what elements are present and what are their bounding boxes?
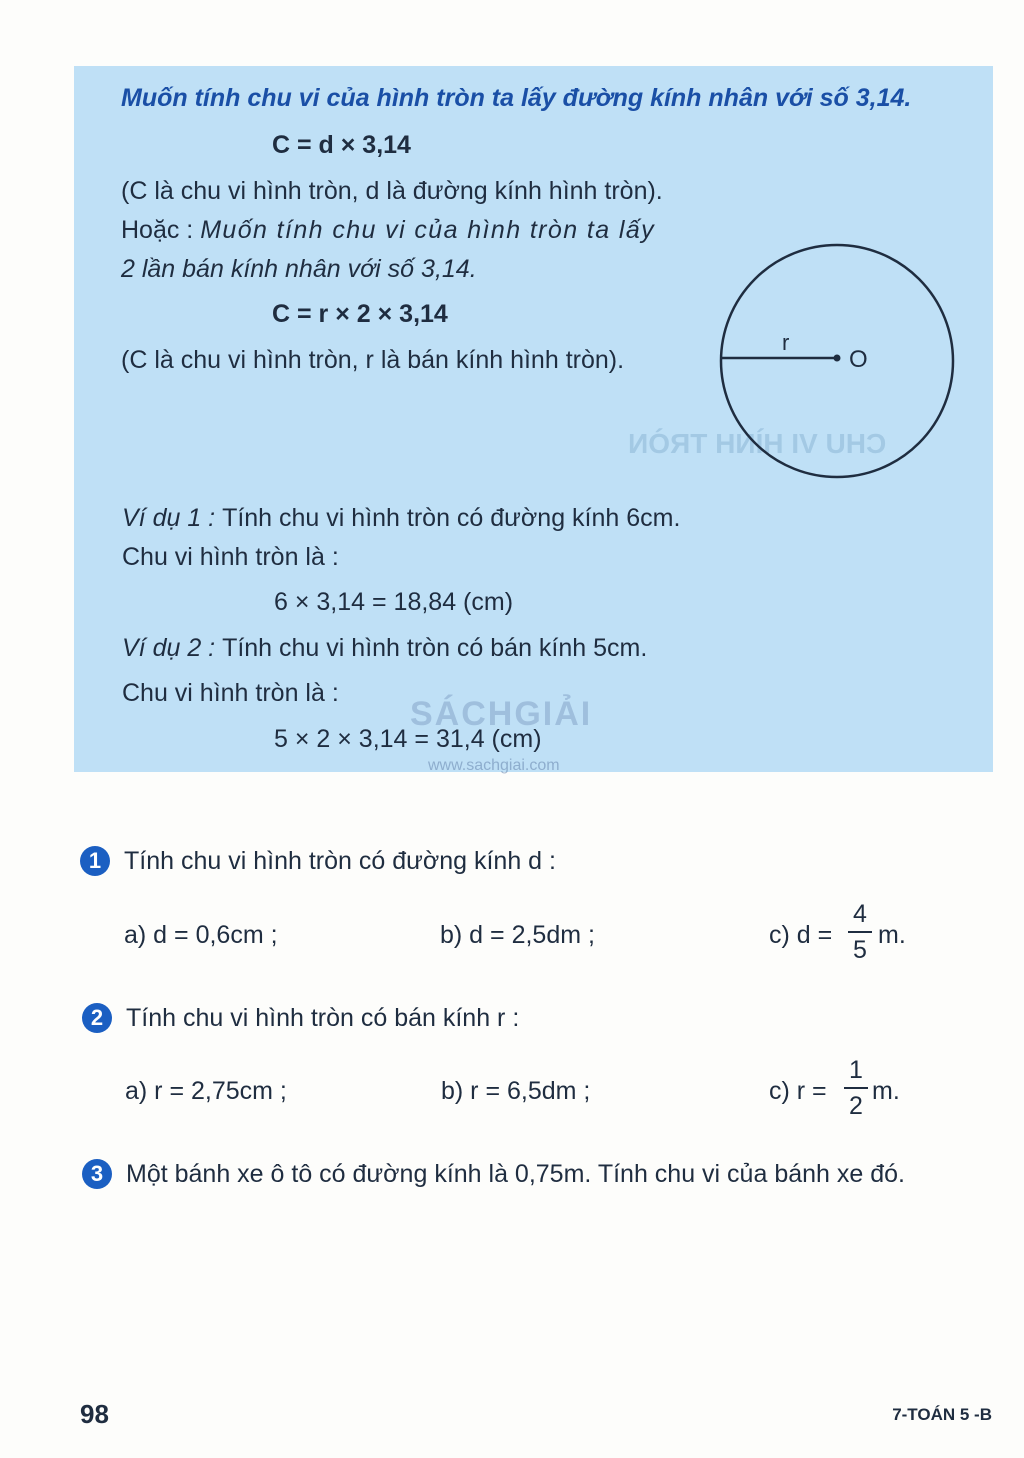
exercise1-a: a) d = 0,6cm ; [124,921,278,949]
ghost-heading: CHU VI HÌNH TRÒN [628,428,887,459]
formula-diameter: C = d × 3,14 [272,131,411,159]
example2-text: Tính chu vi hình tròn có bán kính 5cm. [222,634,648,662]
example1-label: Ví dụ 1 : [122,504,223,532]
exercise2-number: 2 [82,1003,112,1033]
rule-diameter: Muốn tính chu vi của hình tròn ta lấy đường kính nhân với số 3,14. [121,84,912,112]
fraction-bar [844,1087,868,1089]
book-code: 7-TOÁN 5 -B [892,1405,992,1424]
example1-text: Tính chu vi hình tròn có đường kính 6cm. [222,504,681,532]
example1-answer-label: Chu vi hình tròn là : [122,543,339,571]
example2-answer-label: Chu vi hình tròn là : [122,679,339,707]
fraction-numerator: 1 [849,1056,863,1084]
exercise1-c-prefix: c) d = [769,921,833,949]
exercise2-c-unit: m. [872,1077,900,1105]
explain-diameter: (C là chu vi hình tròn, d là đường kính hình tròn). [121,177,663,205]
center-label: O [849,346,868,373]
fraction-bar [848,931,872,933]
exercise2-prompt: Tính chu vi hình tròn có bán kính r : [126,1004,520,1032]
exercise2-c-prefix: c) r = [769,1077,827,1105]
exercise2-a: a) r = 2,75cm ; [125,1077,287,1105]
exercise1-c-fraction [848,899,872,965]
example2-question [122,634,647,663]
exercise3-number: 3 [82,1159,112,1189]
example2-calc: 5 × 2 × 3,14 = 31,4 (cm) [274,725,542,753]
rule-radius-line2: 2 lần bán kính nhân với số 3,14. [121,255,477,283]
example2-label: Ví dụ 2 : [122,634,223,662]
exercise1-b: b) d = 2,5dm ; [440,921,595,949]
or-label: Hoặc : [121,216,201,244]
exercise3-prompt: Một bánh xe ô tô có đường kính là 0,75m. Tính chu vi của bánh xe đó. [126,1160,905,1188]
rule-radius-text: Muốn tính chu vi của hình tròn ta lấy [200,216,656,244]
exercise1-prompt: Tính chu vi hình tròn có đường kính d : [124,847,556,875]
explain-radius: (C là chu vi hình tròn, r là bán kính hình tròn). [121,346,625,374]
fraction-numerator: 4 [853,900,867,928]
center-dot [834,355,841,362]
circle-diagram [715,240,965,485]
exercise1-number: 1 [80,846,110,876]
watermark-brand: SÁCHGIẢI [410,695,593,733]
rule-radius-line1 [121,216,655,245]
fraction-denominator: 5 [853,936,867,964]
fraction-denominator: 2 [849,1092,863,1120]
exercise2-b: b) r = 6,5dm ; [441,1077,591,1105]
watermark-url: www.sachgiai.com [428,757,560,774]
exercise2-c-fraction [844,1055,868,1121]
example1-question [122,504,680,533]
page-number: 98 [80,1399,109,1429]
example1-calc: 6 × 3,14 = 18,84 (cm) [274,588,514,616]
formula-radius: C = r × 2 × 3,14 [272,300,448,328]
exercise1-c-unit: m. [878,921,906,949]
radius-label: r [782,330,790,355]
